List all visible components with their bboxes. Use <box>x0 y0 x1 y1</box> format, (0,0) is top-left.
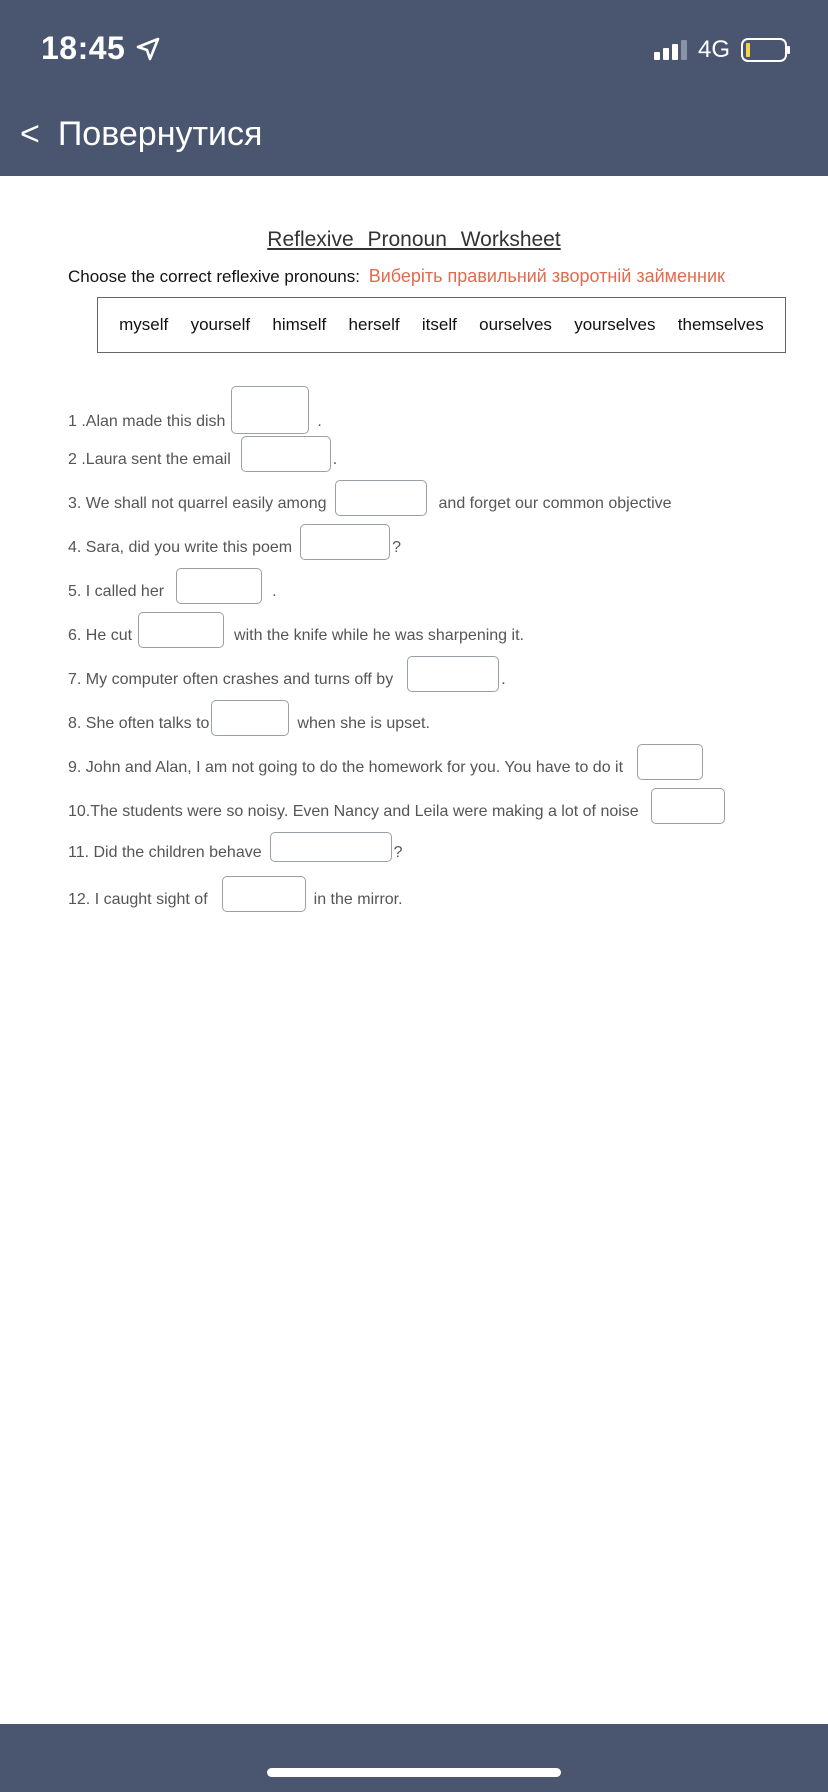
question-text: 11. Did the children behave <box>68 844 262 861</box>
answer-input-5[interactable] <box>176 568 262 604</box>
instruction-text: Choose the correct reflexive pronouns: <box>68 267 360 286</box>
question-9 <box>68 750 703 786</box>
answer-input-7[interactable] <box>407 656 499 692</box>
question-3 <box>68 486 672 522</box>
worksheet-title: Reflexive Pronoun Worksheet <box>267 228 561 251</box>
question-8 <box>68 706 430 742</box>
signal-icon <box>654 40 688 60</box>
question-5 <box>68 574 277 610</box>
question-suffix: when she is upset. <box>297 715 430 732</box>
bottom-bar <box>0 1724 828 1792</box>
question-text: 5. I called her <box>68 583 165 600</box>
word-bank <box>97 297 786 353</box>
back-button[interactable] <box>20 115 262 154</box>
question-suffix: ? <box>393 844 403 861</box>
question-text: 12. I caught sight of <box>68 891 208 908</box>
question-suffix: . <box>332 451 338 468</box>
instruction <box>68 266 725 287</box>
question-text: 6. He cut <box>68 627 133 644</box>
question-suffix: and forget our common objective <box>438 495 672 512</box>
word-bank-item: yourself <box>190 315 251 334</box>
worksheet <box>0 176 828 1724</box>
answer-input-8[interactable] <box>211 700 289 736</box>
answer-input-4[interactable] <box>300 524 390 560</box>
answer-input-10[interactable] <box>651 788 725 824</box>
question-suffix: in the mirror. <box>313 891 403 908</box>
question-10 <box>68 794 725 830</box>
answer-input-1[interactable] <box>231 386 309 434</box>
question-text: 4. Sara, did you write this poem <box>68 539 293 556</box>
chevron-left-icon: < <box>20 115 40 153</box>
question-text: 10.The students were so noisy. Even Nancy and Leila were making a lot of noise <box>68 803 639 820</box>
word-bank-item: itself <box>421 315 457 334</box>
answer-input-11[interactable] <box>270 832 392 862</box>
answer-input-9[interactable] <box>637 744 703 780</box>
back-label: Повернутися <box>57 115 263 153</box>
status-time: 18:45 <box>41 30 126 66</box>
question-text: 3. We shall not quarrel easily among <box>68 495 327 512</box>
location-arrow-icon <box>135 36 161 62</box>
word-bank-item: himself <box>272 315 327 334</box>
question-12 <box>68 882 403 918</box>
question-text: 9. John and Alan, I am not going to do the homework for you. You have to do it <box>68 759 624 776</box>
question-11 <box>68 838 403 868</box>
question-suffix: . <box>272 583 277 600</box>
battery-icon <box>741 38 791 62</box>
question-text: 8. She often talks to <box>68 715 210 732</box>
question-text: 1 .Alan made this dish <box>68 413 226 430</box>
network-label: 4G <box>698 36 731 63</box>
question-text: 7. My computer often crashes and turns off by <box>68 671 394 688</box>
home-indicator[interactable] <box>267 1768 561 1777</box>
question-suffix: with the knife while he was sharpening it. <box>234 627 524 644</box>
word-bank-item: yourselves <box>574 315 656 334</box>
word-bank-item: themselves <box>677 315 764 334</box>
answer-input-12[interactable] <box>222 876 306 912</box>
word-bank-item: ourselves <box>479 315 552 334</box>
question-7 <box>68 662 506 698</box>
question-text: 2 .Laura sent the email <box>68 451 231 468</box>
question-suffix: . <box>501 671 506 688</box>
question-4 <box>68 530 401 566</box>
instruction-translation: Виберіть правильний зворотній займенник <box>368 266 725 286</box>
question-6 <box>68 618 524 654</box>
top-bar <box>0 0 828 176</box>
answer-input-2[interactable] <box>241 436 331 472</box>
answer-input-6[interactable] <box>138 612 224 648</box>
word-bank-item: herself <box>348 315 400 334</box>
word-bank-item: myself <box>119 315 169 334</box>
answer-input-3[interactable] <box>335 480 427 516</box>
question-suffix: . <box>317 413 322 430</box>
question-2 <box>68 442 337 478</box>
question-suffix: ? <box>392 539 402 556</box>
